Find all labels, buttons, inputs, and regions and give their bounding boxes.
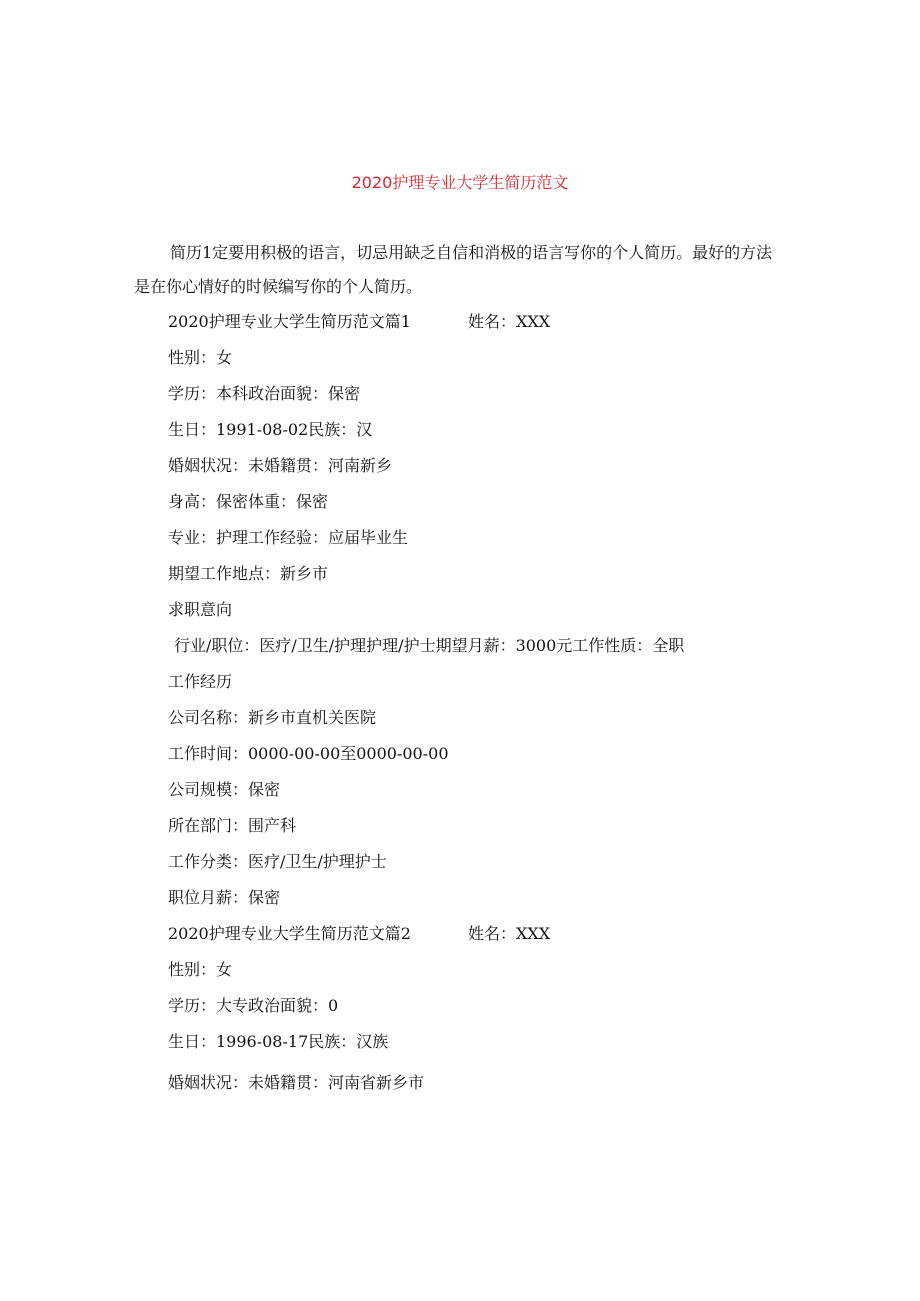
section2-heading-row [168,922,788,958]
document-title: 2020护理专业大学生简历范文 [351,173,569,192]
section1-line: 性别：女 [168,348,233,367]
section1-line: 期望工作地点：新乡市 [168,564,329,583]
resume-body [168,310,788,1107]
section2-line: 婚姻状况：未婚籍贯：河南省新乡市 [168,1073,425,1092]
work-line: 工作时间：0000-00-00至0000-00-00 [168,744,449,763]
section1-line: 婚姻状况：未婚籍贯：河南新乡 [168,456,393,475]
section2-heading: 2020护理专业大学生简历范文篇2 [168,924,411,943]
section1-name: 姓名：XXX [468,312,551,331]
section1-line: 身高：保密体重：保密 [168,492,329,511]
intro-paragraph: 简历1定要用积极的语言，切忌用缺乏自信和消极的语言写你的个人简历。最好的方法是在你心情好的时候编写你的个人简历。 [134,243,773,296]
section1-line: 学历：本科政治面貌：保密 [168,384,361,403]
section2-line: 学历：大专政治面貌：0 [168,996,339,1015]
work-line: 所在部门：围产科 [168,816,297,835]
section1-line: 求职意向 [168,600,233,619]
job-intent-line: 行业/职位：医疗/卫生/护理护理/护士期望月薪：3000元工作性质：全职 [174,636,685,655]
section1-line: 生日：1991-08-02民族：汉 [168,420,373,439]
work-line: 工作分类：医疗/卫生/护理护士 [168,852,387,871]
section2-line: 性别：女 [168,960,233,979]
work-line: 工作经历 [168,672,233,691]
work-line: 公司规模：保密 [168,780,281,799]
section2-name: 姓名：XXX [468,924,551,943]
section1-heading: 2020护理专业大学生简历范文篇1 [168,312,411,331]
work-line: 公司名称：新乡市直机关医院 [168,708,377,727]
section2-line: 生日：1996-08-17民族：汉族 [168,1032,389,1051]
section1-line: 专业：护理工作经验：应届毕业生 [168,528,409,547]
work-line: 职位月薪：保密 [168,888,281,907]
section1-heading-row [168,310,788,346]
